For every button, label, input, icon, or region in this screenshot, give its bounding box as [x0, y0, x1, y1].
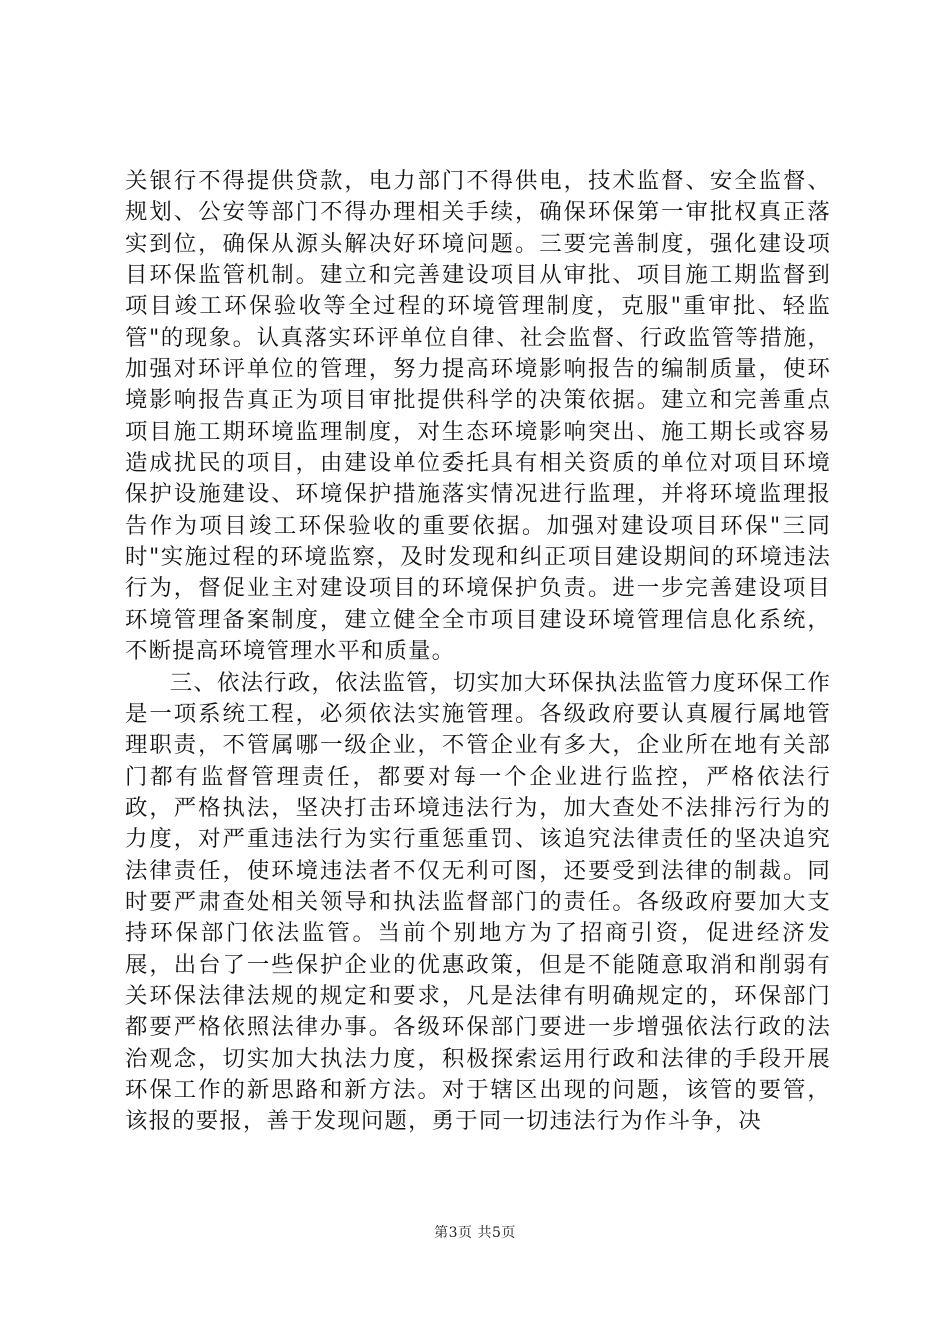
page-number-footer: 第3页 共5页	[434, 1225, 516, 1241]
document-body	[125, 166, 831, 1138]
paragraph-continued: 关银行不得提供贷款，电力部门不得供电，技术监督、安全监督、规划、公安等部门不得办理相关手续，确保环保第一审批权真正落实到位，确保从源头解决好环境问题。三要完善制度，强化建设项目环保监管机制。建立和完善建设项目从审批、项目施工期监督到项目竣工环保验收等全过程的环境管理制度，克服"重审批、轻监管"的现象。认真落实环评单位自律、社会监督、行政监管等措施，加强对环评单位的管理，努力提高环境影响报告的编制质量，使环境影响报告真正为项目审批提供科学的决策依据。建立和完善重点项目施工期环境监理制度，对生态环境影响突出、施工期长或容易造成扰民的项目，由建设单位委托具有相关资质的单位对项目环境保护设施建设、环境保护措施落实情况进行监理，并将环境监理报告作为项目竣工环保验收的重要依据。加强对建设项目环保"三同时"实施过程的环境监察，及时发现和纠正项目建设期间的环境违法行为，督促业主对建设项目的环境保护负责。进一步完善建设项目环境管理备案制度，建立健全全市项目建设环境管理信息化系统，不断提高环境管理水平和质量。	[125, 168, 831, 665]
paragraph-section-three: 三、依法行政，依法监管，切实加大环保执法监管力度环保工作是一项系统工程，必须依法实施管理。各级政府要认真履行属地管理职责，不管属哪一级企业，不管企业有多大，企业所在地有关部门都有监督管理责任，都要对每一个企业进行监控，严格依法行政，严格执法，坚决打击环境违法行为，加大查处不法排污行为的力度，对严重违法行为实行重惩重罚、该追究法律责任的坚决追究法律责任，使环境违法者不仅无利可图，还要受到法律的制裁。同时要严肃查处相关领导和执法监督部门的责任。各级政府要加大支持环保部门依法监管。当前个别地方为了招商引资，促进经济发展，出台了一些保护企业的优惠政策，但是不能随意取消和削弱有关环保法律法规的规定和要求，凡是法律有明确规定的，环保部门都要严格依照法律办事。各级环保部门要进一步增强依法行政的法治观念，切实加大执法力度，积极探索运用行政和法律的手段开展环保工作的新思路和新方法。对于辖区出现的问题，该管的要管，该报的要报，善于发现问题，勇于同一切违法行为作斗争，决	[125, 669, 831, 1135]
